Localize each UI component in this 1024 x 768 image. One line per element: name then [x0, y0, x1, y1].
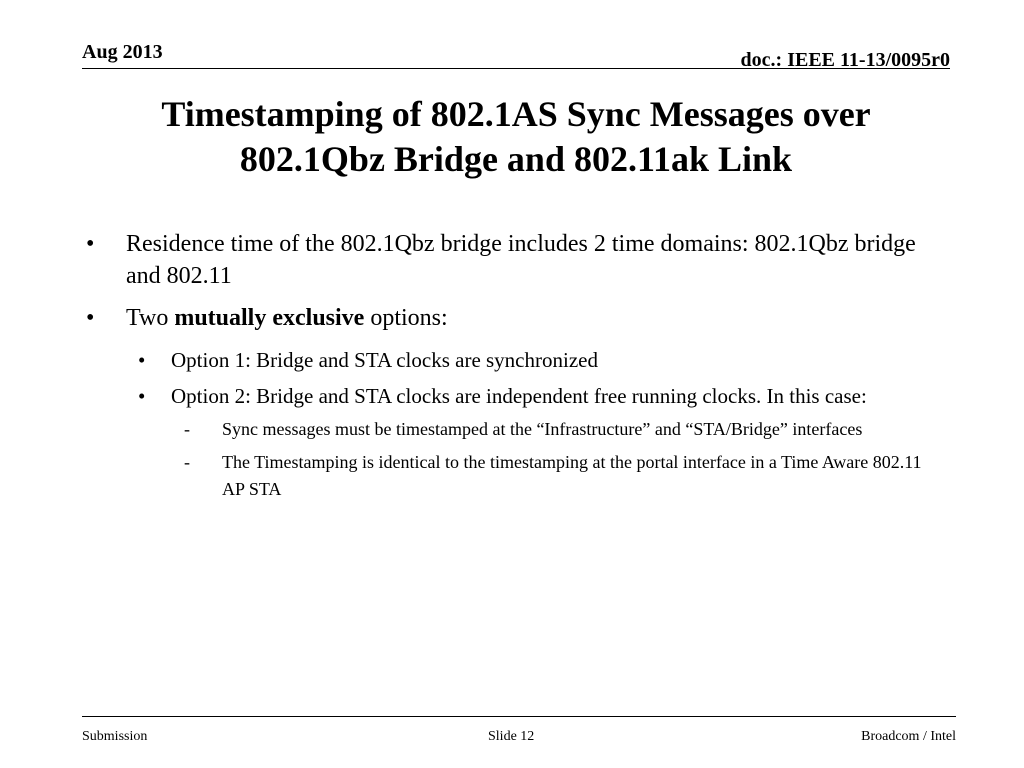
- slide-title: [82, 92, 950, 182]
- slide-body: [86, 228, 946, 509]
- header-date: Aug 2013: [82, 41, 163, 63]
- bullet-text-suffix: options:: [364, 305, 448, 331]
- sub-bullet-option-1: [86, 344, 946, 376]
- bullet-marker: •: [138, 384, 146, 408]
- footer-submission: Submission: [82, 729, 148, 744]
- footer-slide-number: Slide 12: [488, 729, 535, 744]
- bullet-two-options: [86, 302, 946, 334]
- bullet-text: Option 2: Bridge and STA clocks are independent free running clocks. In this case:: [171, 384, 867, 408]
- bullet-text-emphasis: mutually exclusive: [174, 305, 365, 331]
- bullet-text-prefix: Two: [126, 305, 175, 331]
- header-divider: [82, 68, 950, 69]
- bullet-text: Residence time of the 802.1Qbz bridge includes 2 time domains: 802.1Qbz bridge and 802.11: [126, 231, 916, 289]
- dash-marker: -: [184, 452, 190, 472]
- bullet-marker: •: [138, 348, 146, 372]
- dash-item-timestamping: [86, 449, 946, 503]
- sub-bullet-option-2: [86, 380, 946, 412]
- bullet-marker: •: [86, 305, 95, 331]
- header-doc-id: doc.: IEEE 11-13/0095r0: [740, 49, 950, 71]
- footer-divider: [82, 716, 956, 717]
- footer-authors: Broadcom / Intel: [861, 729, 956, 744]
- slide-title-line2: 802.1Qbz Bridge and 802.11ak Link: [239, 139, 793, 179]
- dash-item-sync-messages: [86, 416, 946, 443]
- dash-marker: -: [184, 419, 190, 439]
- bullet-residence-time: [86, 228, 946, 292]
- bullet-text: Option 1: Bridge and STA clocks are synchronized: [171, 348, 598, 372]
- slide-title-line1: Timestamping of 802.1AS Sync Messages over: [161, 94, 871, 134]
- bullet-text: Sync messages must be timestamped at the “Infrastructure” and “STA/Bridge” interfaces: [222, 419, 863, 439]
- bullet-marker: •: [86, 231, 95, 257]
- bullet-text: The Timestamping is identical to the timestamping at the portal interface in a Time Aware 802.11 AP STA: [222, 452, 922, 499]
